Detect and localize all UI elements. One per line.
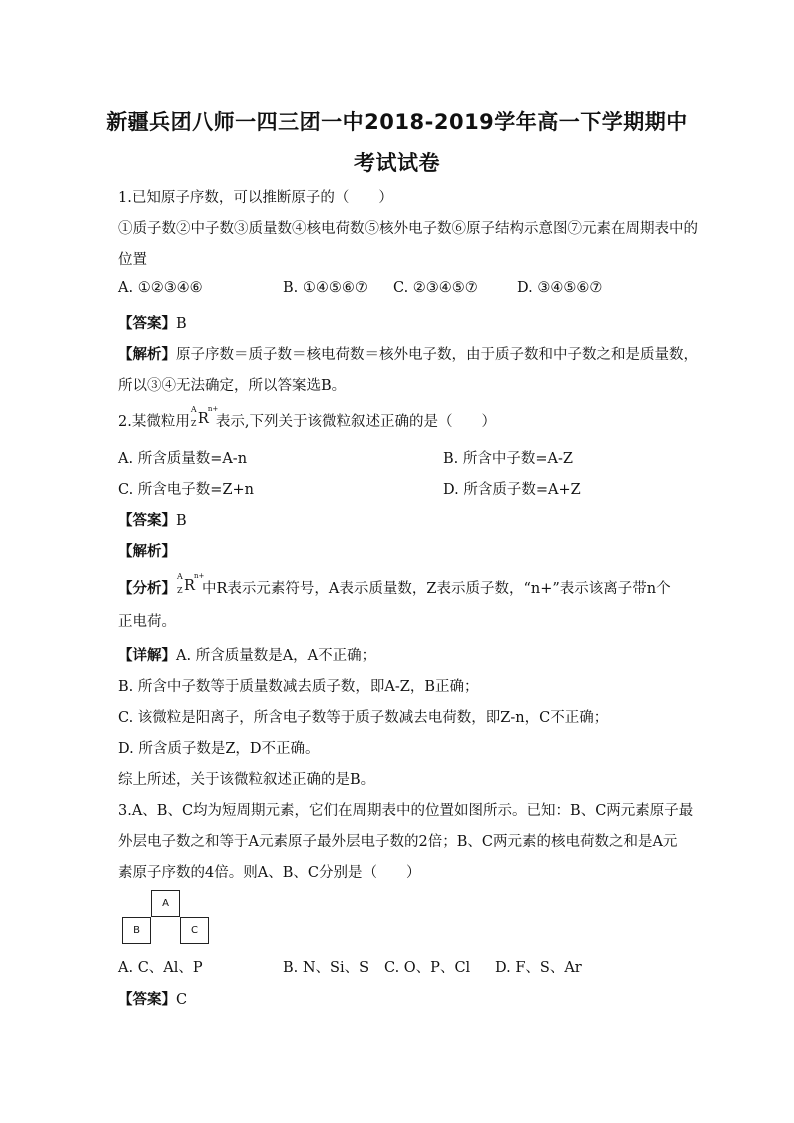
q2-option-a: A. 所含质量数=A-n (118, 451, 248, 467)
q1-option-b: B. ①④⑤⑥⑦ (283, 280, 368, 296)
answer-label: 【答案】 (118, 315, 176, 332)
q2-option-b: B. 所含中子数=A-Z (443, 451, 573, 467)
fenxi-label: 【分析】 (118, 580, 176, 597)
q2-answer (118, 509, 187, 530)
q3-option-d: D. F、S、Ar (495, 960, 582, 976)
q2-detail-b: B. 所含中子数等于质量数减去质子数，即A-Z，B正确； (118, 679, 479, 695)
q2-analysis-label: 【解析】 (118, 543, 176, 560)
answer-value: B (176, 316, 187, 332)
q3-stem-line2: 外层电子数之和等于A元素原子最外层电子数的2倍；B、C两元素的核电荷数之和是A元 (118, 834, 678, 850)
q3-option-a: A. C、Al、P (118, 960, 203, 976)
q1-option-a: A. ①②③④⑥ (118, 280, 203, 296)
grid-cell-c: C (180, 917, 209, 944)
q1-items-line2: 位置 (118, 252, 147, 268)
grid-cell-b: B (122, 917, 151, 944)
q2-detail-d: D. 所含质子数是Z，D不正确。 (118, 741, 320, 757)
q3-answer (118, 988, 187, 1009)
answer-value: B (176, 513, 187, 529)
answer-label: 【答案】 (118, 991, 176, 1008)
q3-option-b: B. N、Si、S (283, 960, 370, 976)
document-title-line2: 考试试卷 (354, 151, 440, 175)
nuclide-notation: A Z R n+ (177, 572, 205, 595)
q1-option-c: C. ②③④⑤⑦ (393, 280, 478, 296)
q2-fenxi: 【分析】 A Z R n+ 中R表示元素符号，A表示质量数，Z表示质子数，“n+”表示该离子带n个 (118, 572, 671, 597)
analysis-label: 【解析】 (118, 346, 176, 363)
q2-summary: 综上所述，关于该微粒叙述正确的是B。 (118, 772, 376, 788)
detail-label: 【详解】 (118, 647, 176, 664)
q2-option-c: C. 所含电子数=Z+n (118, 482, 255, 498)
answer-label: 【答案】 (118, 512, 176, 529)
q3-option-c: C. O、P、Cl (384, 960, 471, 976)
q2-stem: 2.某微粒用 A Z R n+ 表示,下列关于该微粒叙述正确的是（ ） (118, 405, 496, 430)
q1-option-d: D. ③④⑤⑥⑦ (517, 280, 603, 296)
q1-analysis-line1 (118, 343, 698, 364)
q3-stem-line1: 3.A、B、C均为短周期元素，它们在周期表中的位置如图所示。已知：B、C两元素原子最 (118, 803, 694, 819)
grid-cell-a: A (151, 890, 180, 917)
answer-value: C (176, 992, 188, 1008)
q2-detail-a: 【详解】A. 所含质量数是A，A不正确； (118, 647, 377, 664)
q1-analysis-line2: 所以③④无法确定，所以答案选B。 (118, 378, 347, 394)
q2-option-d: D. 所含质子数=A+Z (443, 482, 581, 498)
document-title-line1: 新疆兵团八师一四三团一中2018-2019学年高一下学期期中 (106, 110, 688, 134)
nuclide-notation: A Z R n+ (190, 405, 219, 428)
q1-stem: 1.已知原子序数，可以推断原子的（ ） (118, 190, 393, 206)
q1-answer (118, 312, 187, 333)
analysis-text: 原子序数＝质子数＝核电荷数＝核外电子数，由于质子数和中子数之和是质量数， (176, 347, 698, 363)
q2-fenxi-line2: 正电荷。 (118, 614, 176, 630)
q3-stem-line3: 素原子序数的4倍。则A、B、C分别是（ ） (118, 865, 421, 881)
q2-detail-c: C. 该微粒是阳离子，所含电子数等于质子数减去电荷数，即Z-n，C不正确； (118, 710, 609, 726)
q1-items-line1: ①质子数②中子数③质量数④核电荷数⑤核外电子数⑥原子结构示意图⑦元素在周期表中的 (118, 221, 698, 237)
